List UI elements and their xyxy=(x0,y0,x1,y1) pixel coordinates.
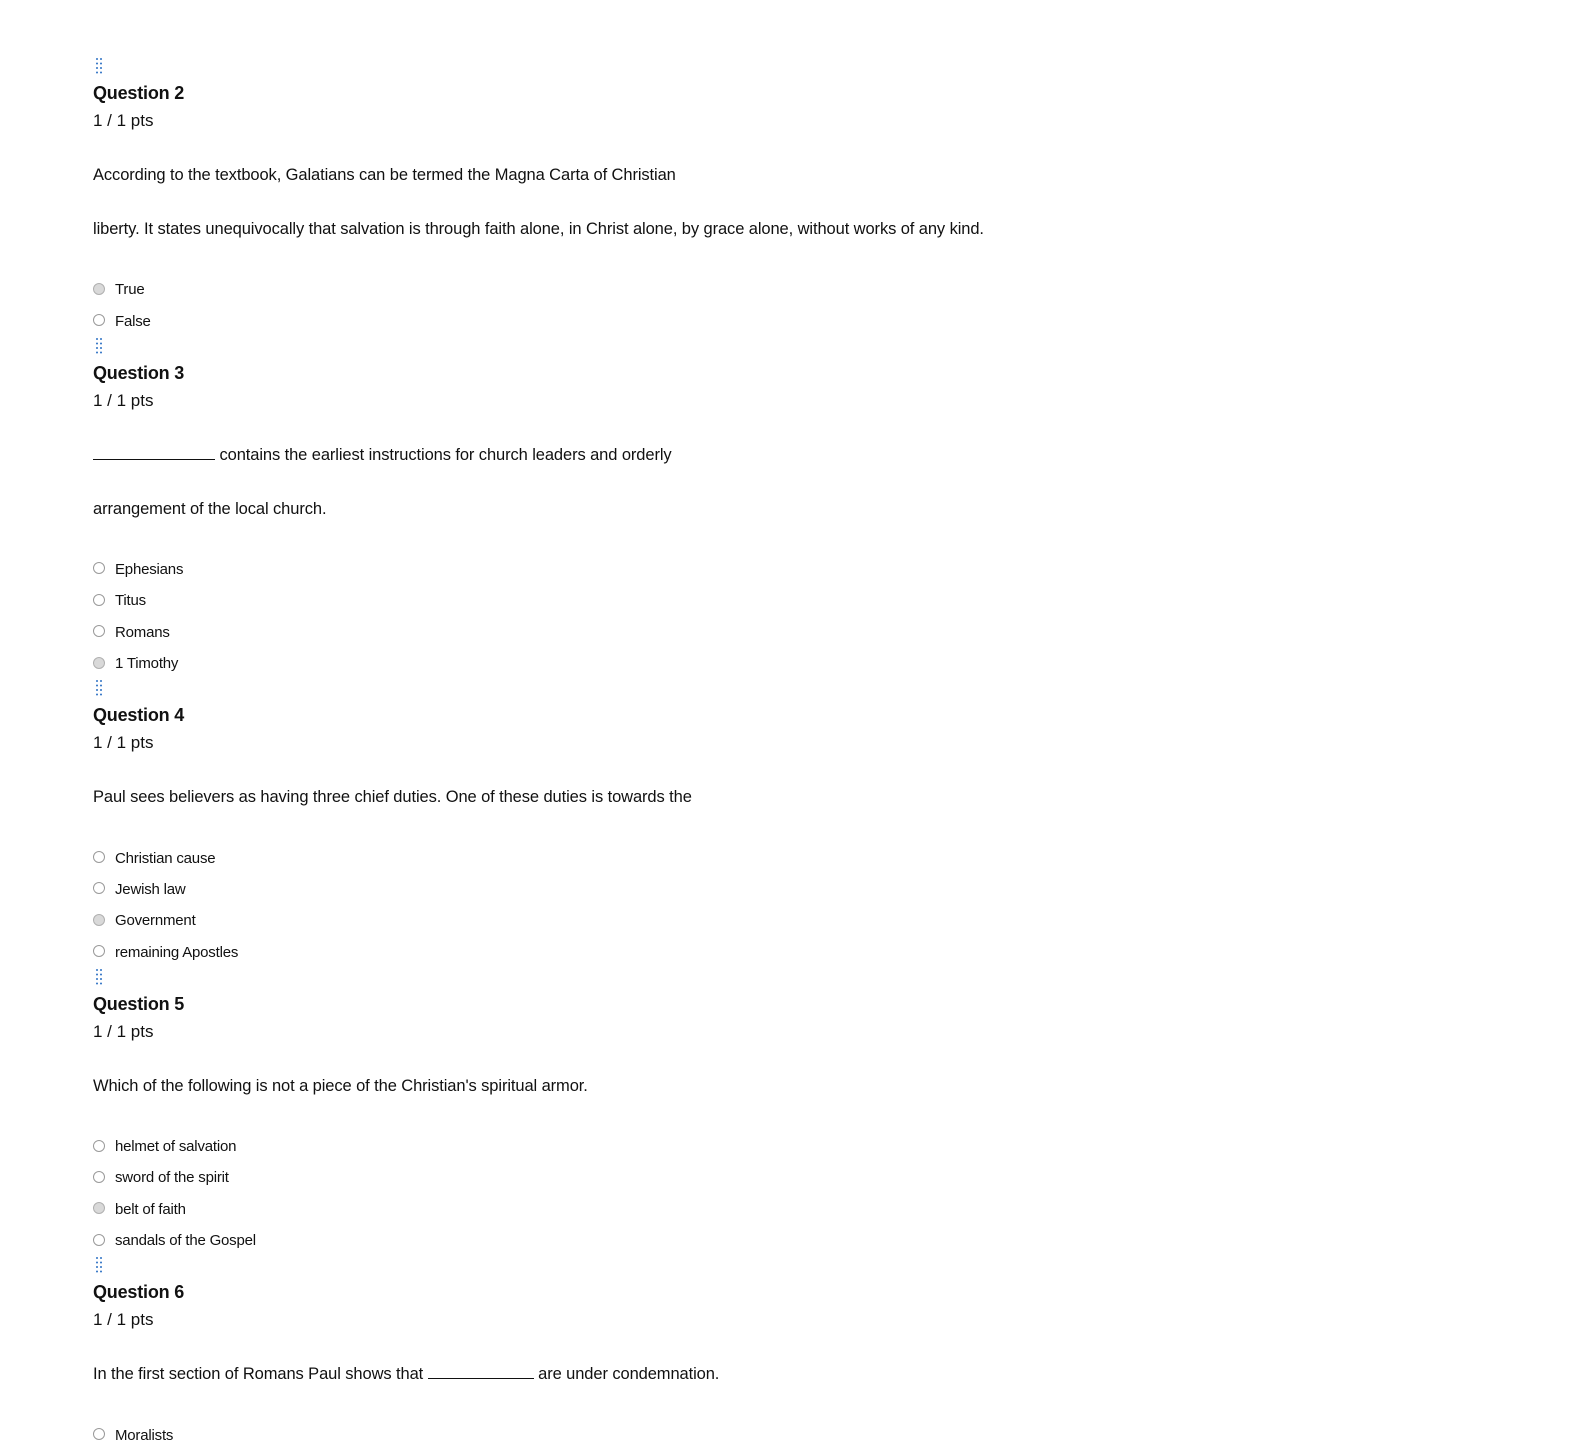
question-text-fragment: contains the earliest instructions for church leaders and orderly xyxy=(215,445,672,464)
radio-icon[interactable] xyxy=(93,314,105,326)
radio-icon[interactable] xyxy=(93,1171,105,1183)
answer-option[interactable] xyxy=(93,937,1193,968)
answer-label: Titus xyxy=(115,592,146,610)
answer-option[interactable] xyxy=(93,585,1193,616)
question-text xyxy=(93,135,1193,270)
drag-handle-icon[interactable] xyxy=(95,57,109,79)
radio-icon[interactable] xyxy=(93,1234,105,1246)
answer-label: Government xyxy=(115,912,196,930)
question-text xyxy=(93,1334,1193,1415)
question-2 xyxy=(93,57,1193,337)
answer-label: sword of the spirit xyxy=(115,1169,229,1187)
answer-option[interactable] xyxy=(93,1194,1193,1225)
answer-option[interactable] xyxy=(93,905,1193,936)
answer-option[interactable] xyxy=(93,1419,1193,1450)
radio-icon[interactable] xyxy=(93,914,105,926)
answer-label: Jewish law xyxy=(115,880,186,898)
drag-handle-icon[interactable] xyxy=(95,337,109,359)
question-text-line: arrangement of the local church. xyxy=(93,499,327,518)
radio-icon[interactable] xyxy=(93,625,105,637)
quiz-question-list xyxy=(93,57,1193,1451)
answer-option[interactable] xyxy=(93,1225,1193,1256)
question-text xyxy=(93,757,1193,838)
radio-icon[interactable] xyxy=(93,657,105,669)
radio-icon[interactable] xyxy=(93,283,105,295)
answer-options xyxy=(93,1419,1193,1450)
drag-handle-icon[interactable] xyxy=(95,1256,109,1278)
answer-option[interactable] xyxy=(93,554,1193,585)
question-text-line: Which of the following is not a piece of the Christian's spiritual armor. xyxy=(93,1076,588,1095)
question-title: Question 3 xyxy=(93,362,185,383)
answer-option[interactable] xyxy=(93,1162,1193,1193)
radio-icon[interactable] xyxy=(93,594,105,606)
answer-label: Moralists xyxy=(115,1426,174,1444)
answer-label: False xyxy=(115,312,151,330)
answer-option[interactable] xyxy=(93,305,1193,336)
answer-options xyxy=(93,554,1193,680)
question-3 xyxy=(93,337,1193,680)
question-points: 1 / 1 pts xyxy=(93,390,154,410)
question-text-line xyxy=(93,1361,1193,1388)
answer-option[interactable] xyxy=(93,617,1193,648)
answer-option[interactable] xyxy=(93,274,1193,305)
fill-in-blank xyxy=(93,445,215,460)
question-title: Question 4 xyxy=(93,705,185,726)
answer-options xyxy=(93,274,1193,337)
answer-options xyxy=(93,1131,1193,1257)
question-title: Question 5 xyxy=(93,993,185,1014)
question-points: 1 / 1 pts xyxy=(93,111,154,130)
question-text-line: According to the textbook, Galatians can be termed the Magna Carta of Christian xyxy=(93,166,676,184)
answer-options xyxy=(93,842,1193,968)
question-text-line: liberty. It states unequivocally that salvation is through faith alone, in Christ alone, by grace alone, without works of any kind. xyxy=(93,220,984,238)
question-points: 1 / 1 pts xyxy=(93,733,154,753)
question-text-fragment: In the first section of Romans Paul shows that xyxy=(93,1365,428,1384)
question-points: 1 / 1 pts xyxy=(93,1021,154,1041)
answer-option[interactable] xyxy=(93,874,1193,905)
question-text xyxy=(93,1046,1193,1127)
question-4 xyxy=(93,679,1193,968)
radio-icon[interactable] xyxy=(93,945,105,957)
radio-icon[interactable] xyxy=(93,562,105,574)
answer-option[interactable] xyxy=(93,842,1193,873)
answer-label: Ephesians xyxy=(115,560,184,578)
answer-option[interactable] xyxy=(93,648,1193,679)
answer-label: belt of faith xyxy=(115,1200,186,1218)
answer-label: remaining Apostles xyxy=(115,943,239,961)
drag-handle-icon[interactable] xyxy=(95,968,109,990)
answer-option[interactable] xyxy=(93,1131,1193,1162)
question-points: 1 / 1 pts xyxy=(93,1310,154,1330)
question-text-fragment: are under condemnation. xyxy=(533,1365,720,1384)
question-5 xyxy=(93,968,1193,1257)
question-title: Question 6 xyxy=(93,1282,185,1303)
radio-icon[interactable] xyxy=(93,1202,105,1214)
question-text-line xyxy=(93,442,1193,469)
answer-label: 1 Timothy xyxy=(115,655,179,673)
answer-label: True xyxy=(115,281,145,299)
drag-handle-icon[interactable] xyxy=(95,679,109,701)
answer-label: sandals of the Gospel xyxy=(115,1232,256,1250)
answer-label: helmet of salvation xyxy=(115,1138,237,1156)
question-6 xyxy=(93,1256,1193,1450)
answer-label: Christian cause xyxy=(115,849,216,867)
question-text xyxy=(93,415,1193,550)
fill-in-blank xyxy=(428,1364,534,1379)
question-text-line: Paul sees believers as having three chief duties. One of these duties is towards the xyxy=(93,788,692,807)
radio-icon[interactable] xyxy=(93,1428,105,1440)
radio-icon[interactable] xyxy=(93,882,105,894)
radio-icon[interactable] xyxy=(93,851,105,863)
radio-icon[interactable] xyxy=(93,1140,105,1152)
answer-label: Romans xyxy=(115,623,170,641)
question-title: Question 2 xyxy=(93,83,185,103)
